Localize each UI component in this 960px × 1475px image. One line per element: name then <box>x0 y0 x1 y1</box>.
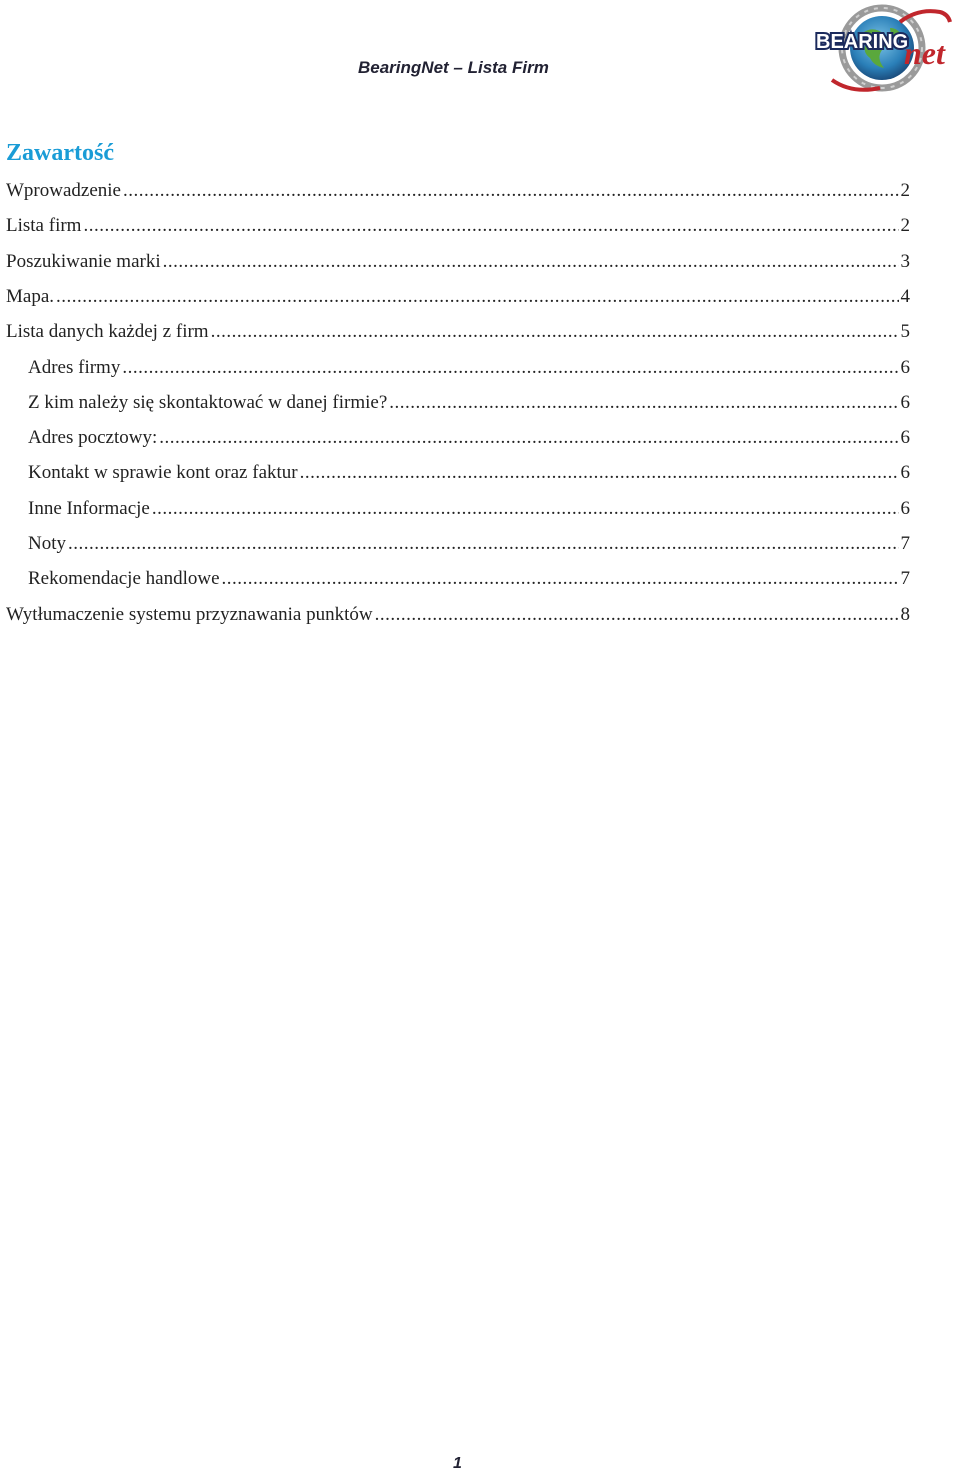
toc-entry-label: Lista danych każdej z firm <box>6 321 209 342</box>
toc-dot-leader <box>56 285 898 309</box>
toc-entry-label: Adres pocztowy: <box>28 427 158 448</box>
toc-entry-label: Lista firm <box>6 215 82 236</box>
toc-entry-page: 6 <box>900 357 910 378</box>
toc-entry-page: 7 <box>900 568 910 589</box>
toc-entry-label: Wytłumaczenie systemu przyznawania punktów <box>6 604 373 625</box>
toc-entry[interactable] <box>28 385 910 415</box>
toc-entry-page: 6 <box>900 427 910 448</box>
toc-dot-leader <box>152 497 899 521</box>
toc-entry[interactable] <box>28 526 910 556</box>
toc-entry[interactable] <box>6 173 910 203</box>
toc-entry-label: Kontakt w sprawie kont oraz faktur <box>28 462 298 483</box>
toc-entry[interactable] <box>28 491 910 521</box>
bearingnet-logo <box>812 2 958 92</box>
toc-entry[interactable] <box>6 244 910 274</box>
toc-entry[interactable] <box>6 208 910 238</box>
toc-entry-label: Inne Informacje <box>28 498 150 519</box>
toc-entry-page: 6 <box>900 498 910 519</box>
toc-heading: Zawartość <box>6 140 114 166</box>
toc-entry-page: 8 <box>900 604 910 625</box>
toc-entry-label: Poszukiwanie marki <box>6 251 161 272</box>
toc-dot-leader <box>300 461 899 485</box>
toc-entry-page: 6 <box>900 462 910 483</box>
toc-entry-label: Adres firmy <box>28 357 121 378</box>
toc-entry-label: Rekomendacje handlowe <box>28 568 220 589</box>
toc-entry[interactable] <box>6 597 910 627</box>
toc-dot-leader <box>83 214 898 238</box>
toc-entry-page: 6 <box>900 392 910 413</box>
toc-dot-leader <box>375 603 899 627</box>
toc-dot-leader <box>122 356 898 380</box>
logo-wordmark-bearing: BEARING <box>816 31 909 53</box>
toc-dot-leader <box>159 426 898 450</box>
toc-dot-leader <box>222 567 899 591</box>
page-number: 1 <box>453 1455 462 1472</box>
document-header-title: BearingNet – Lista Firm <box>358 58 549 77</box>
toc-entry[interactable] <box>28 561 910 591</box>
toc-entry[interactable] <box>28 455 910 485</box>
toc-entry-label: Z kim należy się skontaktować w danej firmie? <box>28 392 388 413</box>
toc-entry-page: 7 <box>900 533 910 554</box>
toc-dot-leader <box>163 250 899 274</box>
toc-entry[interactable] <box>6 314 910 344</box>
toc-entry-page: 5 <box>900 321 910 342</box>
toc-dot-leader <box>68 532 899 556</box>
toc-dot-leader <box>123 179 899 203</box>
toc-entry-page: 3 <box>900 251 910 272</box>
toc-entry-label: Noty <box>28 533 66 554</box>
toc-entry[interactable] <box>6 279 910 309</box>
toc-entry[interactable] <box>28 350 910 380</box>
toc-entry-label: Mapa. <box>6 286 55 307</box>
logo-wordmark-net: net <box>904 35 945 71</box>
toc-dot-leader <box>211 320 899 344</box>
toc-entry[interactable] <box>28 420 910 450</box>
toc-entry-label: Wprowadzenie <box>6 180 121 201</box>
toc-entry-page: 2 <box>900 180 910 201</box>
toc-entry-page: 4 <box>900 286 910 307</box>
toc-entry-page: 2 <box>900 215 910 236</box>
toc-dot-leader <box>389 391 898 415</box>
